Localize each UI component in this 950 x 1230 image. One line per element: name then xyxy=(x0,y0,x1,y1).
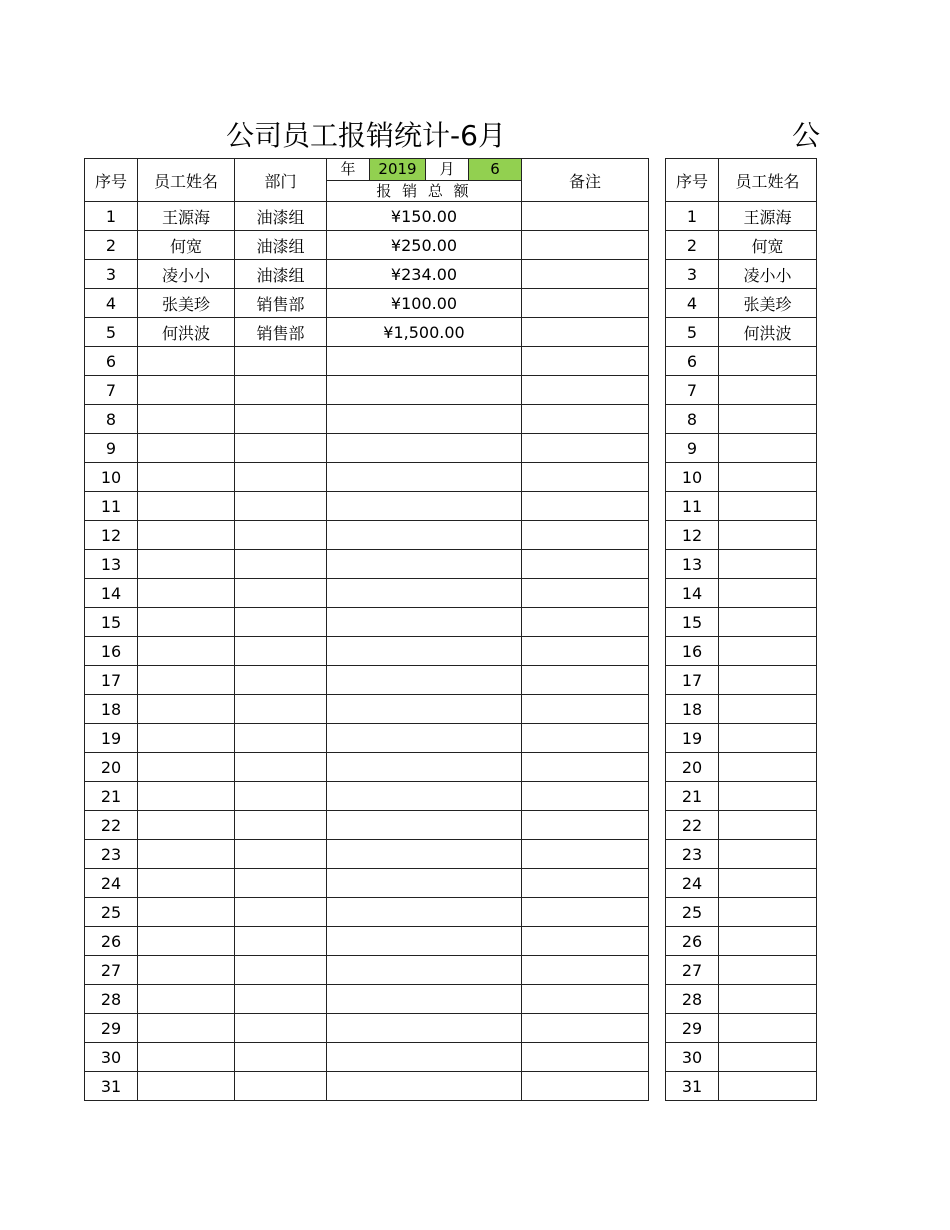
cell-name[interactable] xyxy=(138,376,235,405)
cell-seq[interactable]: 2 xyxy=(666,231,719,260)
cell-amount[interactable] xyxy=(327,463,522,492)
cell-name[interactable] xyxy=(138,463,235,492)
cell-seq[interactable]: 31 xyxy=(85,1072,138,1101)
cell-note[interactable] xyxy=(522,1014,649,1043)
cell-seq[interactable]: 15 xyxy=(85,608,138,637)
second-sheet-title: 公 xyxy=(792,119,821,152)
cell-seq[interactable]: 25 xyxy=(85,898,138,927)
cell-seq[interactable]: 4 xyxy=(666,289,719,318)
cell-seq[interactable]: 28 xyxy=(666,985,719,1014)
cell-name[interactable]: 何宽 xyxy=(719,231,817,260)
cell-dept[interactable] xyxy=(235,811,327,840)
cell-name[interactable] xyxy=(719,985,817,1014)
cell-name[interactable] xyxy=(138,1043,235,1072)
cell-seq[interactable]: 5 xyxy=(666,318,719,347)
cell-amount[interactable] xyxy=(327,898,522,927)
cell-amount[interactable] xyxy=(327,405,522,434)
cell-dept[interactable] xyxy=(235,405,327,434)
cell-note[interactable] xyxy=(522,1072,649,1101)
cell-dept[interactable]: 油漆组 xyxy=(235,260,327,289)
cell-amount[interactable] xyxy=(327,376,522,405)
cell-amount[interactable] xyxy=(327,956,522,985)
cell-name[interactable] xyxy=(719,405,817,434)
table-row xyxy=(666,724,817,753)
cell-dept[interactable]: 油漆组 xyxy=(235,231,327,260)
cell-seq[interactable]: 14 xyxy=(85,579,138,608)
cell-name[interactable] xyxy=(138,521,235,550)
cell-dept[interactable] xyxy=(235,695,327,724)
table-row xyxy=(666,318,817,347)
cell-seq[interactable]: 3 xyxy=(85,260,138,289)
cell-note[interactable] xyxy=(522,434,649,463)
cell-dept[interactable] xyxy=(235,376,327,405)
cell-note[interactable] xyxy=(522,782,649,811)
table-row xyxy=(85,985,649,1014)
cell-seq[interactable]: 23 xyxy=(666,840,719,869)
cell-dept[interactable] xyxy=(235,840,327,869)
table-row xyxy=(666,1043,817,1072)
table-row xyxy=(85,1014,649,1043)
cell-seq[interactable]: 2 xyxy=(85,231,138,260)
table-row xyxy=(666,289,817,318)
cell-name[interactable] xyxy=(719,898,817,927)
reimbursement-table xyxy=(84,158,649,1101)
table-row xyxy=(666,492,817,521)
cell-amount[interactable] xyxy=(327,811,522,840)
cell-name[interactable] xyxy=(719,956,817,985)
cell-dept[interactable] xyxy=(235,637,327,666)
cell-name[interactable] xyxy=(138,434,235,463)
cell-note[interactable] xyxy=(522,260,649,289)
cell-note[interactable] xyxy=(522,579,649,608)
cell-name[interactable] xyxy=(719,724,817,753)
cell-amount[interactable] xyxy=(327,434,522,463)
cell-amount[interactable] xyxy=(327,927,522,956)
table-row xyxy=(666,405,817,434)
cell-name[interactable] xyxy=(138,550,235,579)
cell-seq[interactable]: 30 xyxy=(666,1043,719,1072)
cell-seq[interactable]: 21 xyxy=(85,782,138,811)
header-note[interactable]: 备注 xyxy=(522,159,649,202)
cell-seq[interactable]: 12 xyxy=(85,521,138,550)
header-name[interactable]: 员工姓名 xyxy=(138,159,235,202)
cell-name[interactable]: 王源海 xyxy=(719,202,817,231)
table-row xyxy=(666,695,817,724)
cell-amount[interactable] xyxy=(327,840,522,869)
cell-seq[interactable]: 1 xyxy=(85,202,138,231)
cell-dept[interactable] xyxy=(235,898,327,927)
cell-note[interactable] xyxy=(522,898,649,927)
cell-amount[interactable] xyxy=(327,985,522,1014)
cell-seq[interactable]: 27 xyxy=(666,956,719,985)
table-row xyxy=(666,637,817,666)
table-row xyxy=(85,289,649,318)
cell-amount[interactable] xyxy=(327,724,522,753)
table-row xyxy=(666,550,817,579)
cell-name[interactable] xyxy=(138,724,235,753)
table-row xyxy=(666,782,817,811)
cell-name[interactable] xyxy=(138,956,235,985)
cell-note[interactable] xyxy=(522,550,649,579)
cell-name[interactable] xyxy=(719,521,817,550)
cell-name[interactable] xyxy=(138,608,235,637)
cell-note[interactable] xyxy=(522,927,649,956)
cell-note[interactable] xyxy=(522,811,649,840)
cell-name[interactable] xyxy=(719,782,817,811)
cell-dept[interactable] xyxy=(235,434,327,463)
table-row xyxy=(666,231,817,260)
cell-name[interactable] xyxy=(138,782,235,811)
cell-seq[interactable]: 24 xyxy=(666,869,719,898)
cell-name[interactable] xyxy=(719,492,817,521)
cell-amount[interactable] xyxy=(327,1072,522,1101)
cell-note[interactable] xyxy=(522,1043,649,1072)
cell-seq[interactable]: 17 xyxy=(85,666,138,695)
cell-seq[interactable]: 30 xyxy=(85,1043,138,1072)
table-row xyxy=(666,898,817,927)
cell-name[interactable] xyxy=(719,463,817,492)
table-row xyxy=(85,782,649,811)
cell-seq[interactable]: 16 xyxy=(85,637,138,666)
cell-seq[interactable]: 29 xyxy=(666,1014,719,1043)
cell-seq[interactable]: 9 xyxy=(85,434,138,463)
cell-seq[interactable]: 21 xyxy=(666,782,719,811)
cell-seq[interactable]: 17 xyxy=(666,666,719,695)
cell-dept[interactable] xyxy=(235,463,327,492)
table-row xyxy=(85,260,649,289)
table-row xyxy=(85,608,649,637)
cell-note[interactable] xyxy=(522,869,649,898)
table-row xyxy=(666,608,817,637)
cell-seq[interactable]: 27 xyxy=(85,956,138,985)
table-row xyxy=(666,811,817,840)
cell-dept[interactable] xyxy=(235,666,327,695)
table-row xyxy=(85,1072,649,1101)
cell-name[interactable]: 凌小小 xyxy=(719,260,817,289)
cell-dept[interactable] xyxy=(235,985,327,1014)
period-block xyxy=(327,159,521,201)
cell-note[interactable] xyxy=(522,956,649,985)
cell-note[interactable] xyxy=(522,637,649,666)
cell-dept[interactable] xyxy=(235,753,327,782)
cell-name[interactable] xyxy=(719,1072,817,1101)
cell-seq[interactable]: 7 xyxy=(85,376,138,405)
cell-seq[interactable]: 3 xyxy=(666,260,719,289)
cell-seq[interactable]: 5 xyxy=(85,318,138,347)
cell-seq[interactable]: 12 xyxy=(666,521,719,550)
cell-note[interactable] xyxy=(522,231,649,260)
cell-note[interactable] xyxy=(522,376,649,405)
table-row xyxy=(85,1043,649,1072)
cell-seq[interactable]: 11 xyxy=(85,492,138,521)
cell-dept[interactable] xyxy=(235,521,327,550)
cell-seq[interactable]: 29 xyxy=(85,1014,138,1043)
cell-amount[interactable] xyxy=(327,782,522,811)
cell-seq[interactable]: 4 xyxy=(85,289,138,318)
cell-name[interactable] xyxy=(719,695,817,724)
cell-seq[interactable]: 11 xyxy=(666,492,719,521)
cell-seq[interactable]: 15 xyxy=(666,608,719,637)
cell-dept[interactable] xyxy=(235,550,327,579)
cell-name[interactable] xyxy=(138,637,235,666)
month-label: 月 xyxy=(426,159,469,180)
second-header-row xyxy=(666,159,817,202)
table-row xyxy=(85,376,649,405)
cell-dept[interactable] xyxy=(235,347,327,376)
table-row xyxy=(85,550,649,579)
cell-name[interactable] xyxy=(719,608,817,637)
table-row xyxy=(666,1014,817,1043)
cell-note[interactable] xyxy=(522,405,649,434)
table-row xyxy=(85,956,649,985)
cell-seq[interactable]: 8 xyxy=(666,405,719,434)
cell-note[interactable] xyxy=(522,695,649,724)
page-title: 公司员工报销统计-6月 xyxy=(226,119,506,152)
cell-seq[interactable]: 25 xyxy=(666,898,719,927)
year-input[interactable]: 2019 xyxy=(370,159,426,180)
table-row xyxy=(85,898,649,927)
cell-dept[interactable]: 油漆组 xyxy=(235,202,327,231)
cell-amount[interactable] xyxy=(327,492,522,521)
cell-name[interactable] xyxy=(138,405,235,434)
cell-name[interactable] xyxy=(719,1043,817,1072)
cell-dept[interactable]: 销售部 xyxy=(235,289,327,318)
cell-seq[interactable]: 9 xyxy=(666,434,719,463)
table-row xyxy=(85,637,649,666)
cell-amount[interactable] xyxy=(327,666,522,695)
cell-note[interactable] xyxy=(522,840,649,869)
table-row xyxy=(85,840,649,869)
cell-note[interactable] xyxy=(522,318,649,347)
cell-note[interactable] xyxy=(522,724,649,753)
cell-seq[interactable]: 24 xyxy=(85,869,138,898)
cell-dept[interactable] xyxy=(235,956,327,985)
cell-amount[interactable]: ¥234.00 xyxy=(327,260,522,289)
cell-note[interactable] xyxy=(522,985,649,1014)
table-row xyxy=(85,927,649,956)
cell-name[interactable]: 凌小小 xyxy=(138,260,235,289)
cell-seq[interactable]: 26 xyxy=(85,927,138,956)
table-row xyxy=(666,347,817,376)
cell-amount[interactable] xyxy=(327,695,522,724)
cell-name[interactable] xyxy=(719,840,817,869)
table-row xyxy=(85,347,649,376)
table-row xyxy=(666,463,817,492)
cell-seq[interactable]: 18 xyxy=(85,695,138,724)
table-row xyxy=(666,579,817,608)
cell-name[interactable]: 王源海 xyxy=(138,202,235,231)
cell-name[interactable] xyxy=(719,869,817,898)
cell-amount[interactable] xyxy=(327,869,522,898)
month-input[interactable]: 6 xyxy=(469,159,521,180)
cell-seq[interactable]: 7 xyxy=(666,376,719,405)
second-header-name[interactable]: 员工姓名 xyxy=(719,159,817,202)
cell-name[interactable] xyxy=(719,637,817,666)
table-row xyxy=(666,985,817,1014)
cell-name[interactable] xyxy=(719,1014,817,1043)
cell-name[interactable]: 何宽 xyxy=(138,231,235,260)
cell-name[interactable] xyxy=(138,579,235,608)
cell-name[interactable] xyxy=(138,1072,235,1101)
cell-seq[interactable]: 14 xyxy=(666,579,719,608)
table-row xyxy=(85,695,649,724)
table-row xyxy=(666,376,817,405)
year-label: 年 xyxy=(327,159,370,180)
total-label: 报 销 总 额 xyxy=(376,182,472,200)
header-dept[interactable]: 部门 xyxy=(235,159,327,202)
cell-name[interactable] xyxy=(138,840,235,869)
cell-name[interactable] xyxy=(138,347,235,376)
cell-note[interactable] xyxy=(522,289,649,318)
cell-seq[interactable]: 22 xyxy=(85,811,138,840)
cell-amount[interactable] xyxy=(327,1014,522,1043)
table-row xyxy=(85,434,649,463)
second-header-seq[interactable]: 序号 xyxy=(666,159,719,202)
table-row xyxy=(85,318,649,347)
cell-seq[interactable]: 6 xyxy=(666,347,719,376)
cell-name[interactable] xyxy=(138,492,235,521)
cell-name[interactable] xyxy=(719,579,817,608)
cell-dept[interactable] xyxy=(235,927,327,956)
cell-amount[interactable] xyxy=(327,637,522,666)
cell-amount[interactable]: ¥1,500.00 xyxy=(327,318,522,347)
table-row xyxy=(85,463,649,492)
cell-dept[interactable] xyxy=(235,869,327,898)
cell-note[interactable] xyxy=(522,608,649,637)
cell-dept[interactable] xyxy=(235,1072,327,1101)
table-row xyxy=(666,666,817,695)
table-row xyxy=(666,1072,817,1101)
cell-name[interactable]: 张美珍 xyxy=(138,289,235,318)
table-row xyxy=(85,579,649,608)
table-row xyxy=(666,434,817,463)
cell-name[interactable] xyxy=(138,898,235,927)
table-row xyxy=(85,521,649,550)
table-row xyxy=(85,869,649,898)
table-row xyxy=(666,753,817,782)
cell-dept[interactable] xyxy=(235,1014,327,1043)
cell-amount[interactable] xyxy=(327,347,522,376)
cell-name[interactable]: 何洪波 xyxy=(138,318,235,347)
cell-dept[interactable] xyxy=(235,608,327,637)
second-sheet-table xyxy=(665,158,817,1101)
cell-name[interactable] xyxy=(138,695,235,724)
cell-seq[interactable]: 31 xyxy=(666,1072,719,1101)
cell-dept[interactable] xyxy=(235,579,327,608)
table-row xyxy=(85,492,649,521)
cell-seq[interactable]: 13 xyxy=(85,550,138,579)
table-row xyxy=(666,260,817,289)
cell-name[interactable] xyxy=(138,753,235,782)
cell-name[interactable] xyxy=(719,753,817,782)
cell-note[interactable] xyxy=(522,666,649,695)
cell-seq[interactable]: 20 xyxy=(85,753,138,782)
table-row xyxy=(85,724,649,753)
cell-seq[interactable]: 19 xyxy=(85,724,138,753)
cell-note[interactable] xyxy=(522,521,649,550)
table-row xyxy=(666,956,817,985)
cell-name[interactable]: 何洪波 xyxy=(719,318,817,347)
cell-seq[interactable]: 20 xyxy=(666,753,719,782)
cell-seq[interactable]: 18 xyxy=(666,695,719,724)
cell-dept[interactable]: 销售部 xyxy=(235,318,327,347)
cell-seq[interactable]: 10 xyxy=(666,463,719,492)
table-row xyxy=(666,202,817,231)
cell-seq[interactable]: 8 xyxy=(85,405,138,434)
cell-name[interactable] xyxy=(719,550,817,579)
cell-seq[interactable]: 28 xyxy=(85,985,138,1014)
cell-name[interactable] xyxy=(719,347,817,376)
cell-seq[interactable]: 10 xyxy=(85,463,138,492)
table-row xyxy=(85,202,649,231)
cell-amount[interactable]: ¥150.00 xyxy=(327,202,522,231)
cell-dept[interactable] xyxy=(235,782,327,811)
cell-name[interactable] xyxy=(719,811,817,840)
table-row xyxy=(85,666,649,695)
cell-name[interactable] xyxy=(719,666,817,695)
table-row xyxy=(666,521,817,550)
cell-seq[interactable]: 16 xyxy=(666,637,719,666)
table-row xyxy=(666,840,817,869)
cell-name[interactable] xyxy=(138,985,235,1014)
header-total[interactable] xyxy=(327,159,522,202)
cell-amount[interactable]: ¥250.00 xyxy=(327,231,522,260)
cell-amount[interactable]: ¥100.00 xyxy=(327,289,522,318)
cell-name[interactable] xyxy=(138,927,235,956)
cell-dept[interactable] xyxy=(235,1043,327,1072)
cell-seq[interactable]: 19 xyxy=(666,724,719,753)
cell-note[interactable] xyxy=(522,463,649,492)
cell-name[interactable] xyxy=(138,811,235,840)
cell-amount[interactable] xyxy=(327,753,522,782)
cell-name[interactable] xyxy=(138,666,235,695)
cell-name[interactable]: 张美珍 xyxy=(719,289,817,318)
cell-seq[interactable]: 26 xyxy=(666,927,719,956)
cell-seq[interactable]: 23 xyxy=(85,840,138,869)
cell-seq[interactable]: 1 xyxy=(666,202,719,231)
cell-name[interactable] xyxy=(138,1014,235,1043)
cell-dept[interactable] xyxy=(235,492,327,521)
cell-note[interactable] xyxy=(522,492,649,521)
cell-seq[interactable]: 13 xyxy=(666,550,719,579)
cell-seq[interactable]: 22 xyxy=(666,811,719,840)
cell-note[interactable] xyxy=(522,347,649,376)
table-row xyxy=(85,231,649,260)
cell-amount[interactable] xyxy=(327,550,522,579)
header-seq[interactable]: 序号 xyxy=(85,159,138,202)
cell-note[interactable] xyxy=(522,202,649,231)
cell-amount[interactable] xyxy=(327,521,522,550)
table-row xyxy=(85,753,649,782)
cell-amount[interactable] xyxy=(327,608,522,637)
cell-seq[interactable]: 6 xyxy=(85,347,138,376)
cell-name[interactable] xyxy=(138,869,235,898)
cell-amount[interactable] xyxy=(327,1043,522,1072)
table-row xyxy=(85,405,649,434)
cell-name[interactable] xyxy=(719,927,817,956)
cell-name[interactable] xyxy=(719,434,817,463)
cell-dept[interactable] xyxy=(235,724,327,753)
table-row xyxy=(666,927,817,956)
header-row xyxy=(85,159,649,202)
table-row xyxy=(85,811,649,840)
cell-name[interactable] xyxy=(719,376,817,405)
cell-note[interactable] xyxy=(522,753,649,782)
cell-amount[interactable] xyxy=(327,579,522,608)
table-row xyxy=(666,869,817,898)
